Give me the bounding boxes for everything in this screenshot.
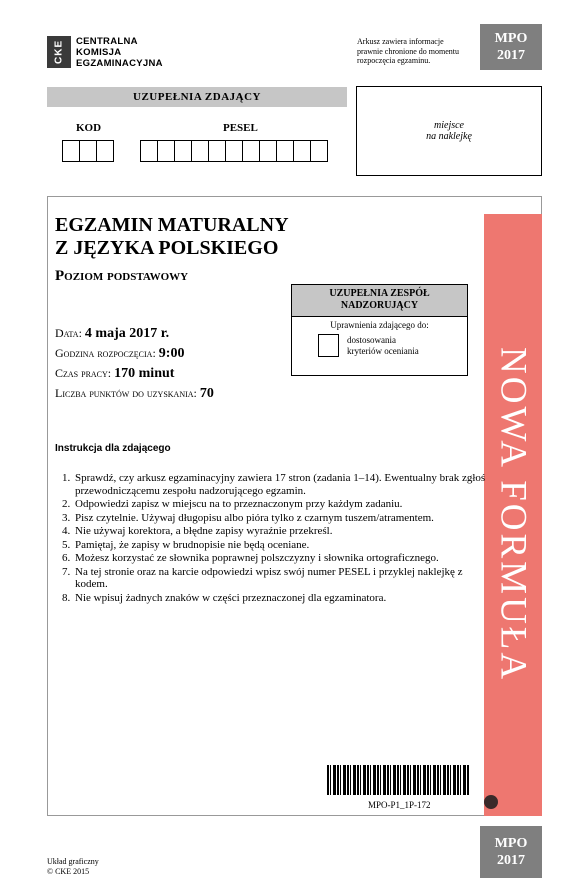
registration-dot [484, 795, 498, 809]
exam-start-value: 9:00 [158, 346, 185, 361]
exam-level: Poziom podstawowy [55, 268, 189, 284]
exam-duration [55, 366, 174, 382]
badge-year: 2017 [497, 853, 525, 868]
pesel-cell[interactable] [293, 140, 311, 162]
sticker-placeholder [356, 86, 542, 176]
kod-cell[interactable] [96, 140, 114, 162]
exam-code-badge-top [480, 24, 542, 70]
exam-duration-label: Czas pracy: [55, 366, 112, 380]
rights-label: Uprawnienia zdającego do: [330, 320, 429, 330]
badge-year: 2017 [497, 48, 525, 63]
supervisor-box-body [292, 317, 467, 360]
kod-cell[interactable] [62, 140, 80, 162]
pesel-cell[interactable] [208, 140, 226, 162]
kod-cell[interactable] [79, 140, 97, 162]
exam-title [55, 214, 289, 260]
institution-line: CENTRALNA [76, 36, 138, 47]
institution-name [76, 36, 163, 69]
notice-line: Arkusz zawiera informacje [357, 37, 444, 46]
instructions-list [55, 472, 493, 605]
badge-code: MPO [494, 836, 528, 851]
supervisor-head-line: NADZORUJĄCY [340, 300, 419, 311]
adjustment-checkbox[interactable] [318, 334, 339, 357]
kod-field[interactable] [62, 140, 114, 162]
cke-logo: CKE [47, 36, 71, 68]
exam-title-line: Z JĘZYKA POLSKIEGO [55, 237, 279, 259]
pesel-cell[interactable] [276, 140, 294, 162]
candidate-section-bar: UZUPEŁNIA ZDAJĄCY [47, 87, 347, 107]
exam-points-label: Liczba punktów do uzyskania: [55, 386, 197, 400]
pesel-field[interactable] [140, 140, 328, 162]
footer-line: Układ graficzny [47, 857, 99, 866]
notice-line: rozpoczęcia egzaminu. [357, 56, 431, 65]
exam-points-value: 70 [199, 386, 214, 401]
pesel-cell[interactable] [225, 140, 243, 162]
adjustment-label-line: dostosowania [347, 334, 396, 345]
instruction-item: 1. Sprawdź, czy arkusz egzaminacyjny zawiera 17 stron (zadania 1–14). Ewentualny brak zgłoś przewodniczącemu zespołu nadzorującego egzamin. [73, 472, 493, 497]
barcode [327, 765, 469, 795]
exam-title-line: EGZAMIN MATURALNY [55, 214, 289, 236]
pesel-cell[interactable] [157, 140, 175, 162]
pesel-cell[interactable] [310, 140, 328, 162]
adjustment-option [318, 334, 461, 357]
notice-line: prawnie chronione do momentu [357, 46, 459, 56]
instruction-item: 7. Na tej stronie oraz na karcie odpowiedzi wpisz swój numer PESEL i przyklej naklejkę z kodem. [73, 566, 493, 591]
kod-label: KOD [76, 122, 102, 134]
exam-date-value: 4 maja 2017 r. [84, 326, 170, 341]
confidential-notice [357, 37, 477, 66]
instruction-item: 6. Możesz korzystać ze słownika poprawnej polszczyzny i słownika ortograficznego. [73, 552, 493, 565]
exam-duration-value: 170 minut [114, 366, 175, 381]
supervisor-head-line: UZUPEŁNIA ZESPÓŁ [329, 288, 430, 299]
exam-code-badge-bottom [480, 826, 542, 878]
sticker-line: na naklejkę [426, 131, 472, 142]
institution-line: EGZAMINACYJNA [76, 58, 163, 69]
instruction-item: 8. Nie wpisuj żadnych znaków w części przeznaczonej dla egzaminatora. [73, 592, 493, 605]
barcode-label: MPO-P1_1P-172 [368, 800, 431, 810]
pesel-label: PESEL [223, 122, 258, 134]
pesel-cell[interactable] [191, 140, 209, 162]
footer [47, 857, 99, 876]
instructions-title: Instrukcja dla zdającego [55, 443, 171, 454]
adjustment-label-line: kryteriów oceniania [347, 345, 419, 356]
adjustment-label [347, 335, 419, 357]
supervisor-box-header [292, 285, 467, 317]
exam-start [55, 346, 184, 362]
instruction-item: 2. Odpowiedzi zapisz w miejscu na to przeznaczonym przy każdym zadaniu. [73, 498, 493, 511]
exam-date-label: Data: [55, 326, 82, 340]
institution-line: KOMISJA [76, 47, 122, 58]
sticker-line: miejsce [434, 120, 464, 131]
pesel-cell[interactable] [259, 140, 277, 162]
instruction-item: 4. Nie używaj korektora, a błędne zapisy wyraźnie przekreśl. [73, 525, 493, 538]
supervisor-box [291, 284, 468, 376]
pesel-cell[interactable] [140, 140, 158, 162]
pesel-cell[interactable] [174, 140, 192, 162]
instruction-item: 5. Pamiętaj, że zapisy w brudnopisie nie będą oceniane. [73, 539, 493, 552]
exam-points [55, 386, 214, 402]
side-banner-text: NOWA FORMUŁA [492, 347, 534, 683]
exam-date [55, 326, 169, 342]
badge-code: MPO [494, 31, 528, 46]
footer-line: © CKE 2015 [47, 866, 90, 876]
instruction-item: 3. Pisz czytelnie. Używaj długopisu albo pióra tylko z czarnym tuszem/atramentem. [73, 512, 493, 525]
pesel-cell[interactable] [242, 140, 260, 162]
exam-start-label: Godzina rozpoczęcia: [55, 346, 156, 360]
